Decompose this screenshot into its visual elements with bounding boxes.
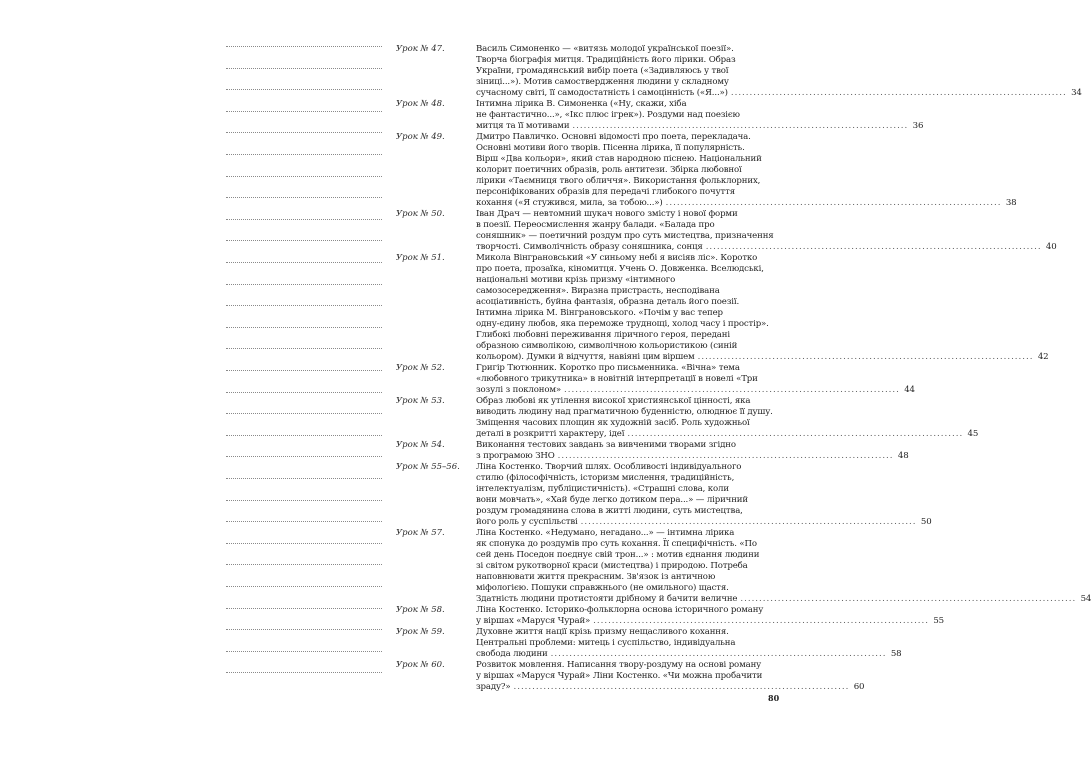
leader-dots: .......................................................................................... — [697, 352, 1034, 362]
entry-last-line — [476, 616, 944, 627]
leader-dots: .......................................................................................... — [740, 594, 1077, 604]
entry-text-line: національні мотиви крізь призму «інтимного — [476, 275, 676, 285]
entry-text-line: зіниці...»). Мотив самоствердження людини у складному — [476, 77, 729, 87]
entry-text-line: свобода людини — [476, 649, 548, 659]
entry-text-line: вони мовчать», «Хай буде легко дотиком пера...» — ліричний — [476, 495, 748, 505]
lesson-number: Урок № 58. — [396, 605, 445, 615]
entry-last-line — [476, 242, 1057, 253]
leader-dots: .......................................................................................... — [580, 517, 917, 527]
entry-last-line — [476, 198, 1017, 209]
entry-text-line: образною символікою, символічною кольористикою (синій — [476, 341, 738, 351]
entry-text-line: самозосередження». Виразна пристрасть, несподівана — [476, 286, 720, 296]
note-line — [226, 543, 382, 544]
entry-text-line: у віршах «Маруся Чурай» — [476, 616, 591, 626]
lesson-number: Урок № 49. — [396, 132, 445, 142]
note-line — [226, 413, 382, 414]
entry-text-line: персоніфікованих образів для передачі глибокого почуття — [476, 187, 735, 197]
entry-text-line: Микола Вінграновський «У синьому небі я висіяв ліс». Коротко — [476, 253, 758, 263]
toc-entry — [476, 396, 979, 440]
entry-text-line: як спонука до роздумів про суть кохання. Її специфічність. «По — [476, 539, 757, 549]
page-ref: 48 — [897, 451, 909, 461]
entry-text-line: в поезії. Переосмислення жанру балади. «Балада про — [476, 220, 715, 230]
lesson-number: Урок № 59. — [396, 627, 445, 637]
page-ref: 54 — [1080, 594, 1091, 604]
note-line — [226, 284, 382, 285]
entry-text-line: Зміщення часових площин як художній засіб. Роль художньої — [476, 418, 750, 428]
leader-dots: .......................................................................................... — [572, 121, 909, 131]
leader-dots: .......................................................................................... — [705, 242, 1042, 252]
entry-text-line: колорит поетичних образів, роль антитези. Збірка любовної — [476, 165, 742, 175]
page-ref: 42 — [1037, 352, 1049, 362]
note-line — [226, 89, 382, 90]
leader-dots: .......................................................................................... — [593, 616, 929, 626]
entry-text-line: Основні мотиви його творів. Пісенна лірика, її популярність. — [476, 143, 745, 153]
lesson-number: Урок № 50. — [396, 209, 445, 219]
note-line — [226, 46, 382, 47]
note-line — [226, 348, 382, 349]
page-number: 80 — [768, 693, 780, 703]
entry-last-line — [476, 385, 915, 396]
entry-text-line: Вірш «Два кольори», який став народною піснею. Національний — [476, 154, 762, 164]
toc-entry — [476, 209, 1057, 253]
entry-text-line: Григір Тютюнник. Коротко про письменника. «Вічна» тема — [476, 363, 740, 373]
entry-text-line: Ліна Костенко. «Недумано, негадано...» — інтимна лірика — [476, 528, 735, 538]
entry-last-line — [476, 121, 924, 132]
note-line — [226, 500, 382, 501]
entry-text-line: кольором). Думки й відчуття, навіяні цим віршем — [476, 352, 695, 362]
toc-entry — [476, 605, 944, 627]
toc-entry — [476, 528, 1091, 605]
note-line — [226, 456, 382, 457]
entry-text-line: міфологією. Пошуки справжнього (не омильного) щастя. — [476, 583, 729, 593]
entry-text-line: Ліна Костенко. Творчий шлях. Особливості індивідуального — [476, 462, 742, 472]
page-ref: 44 — [904, 385, 915, 395]
page-ref: 55 — [933, 616, 944, 626]
note-line — [226, 327, 382, 328]
page-ref: 50 — [920, 517, 932, 527]
note-line — [226, 111, 382, 112]
entry-text-line: лірики «Таємниця твого обличчя». Використання фольклорних, — [476, 176, 761, 186]
entry-text-line: Іван Драч — невтомний шукач нового змісту і нової форми — [476, 209, 738, 219]
toc-entry — [476, 627, 902, 660]
lesson-number: Урок № 57. — [396, 528, 445, 538]
entry-last-line — [476, 352, 1049, 363]
lesson-number: Урок № 55–56. — [396, 462, 460, 472]
entry-text-line: асоціативність, буйна фантазія, образна деталь його поезії. — [476, 297, 740, 307]
lesson-number: Урок № 53. — [396, 396, 445, 406]
entry-text-line: Творча біографія митця. Традиційність його лірики. Образ — [476, 55, 736, 65]
note-line — [226, 672, 382, 673]
entry-last-line — [476, 517, 932, 528]
entry-text-line: наповнювати життя прекрасним. Зв'язок із античною — [476, 572, 716, 582]
note-line — [226, 240, 382, 241]
entry-text-line: Інтимна лірика М. Вінграновського. «Почім у вас тепер — [476, 308, 723, 318]
entry-text-line: Розвиток мовлення. Написання твору-роздуму на основі роману — [476, 660, 762, 670]
note-line — [226, 219, 382, 220]
note-line — [226, 68, 382, 69]
note-line — [226, 435, 382, 436]
entry-text-line: з програмою ЗНО — [476, 451, 555, 461]
lesson-number: Урок № 52. — [396, 363, 445, 373]
page-ref: 38 — [1005, 198, 1017, 208]
entry-text-line: сучасному світі, її самодостатність і самоцінність («Я...») — [476, 88, 728, 98]
entry-text-line: зозулі з поклоном» — [476, 385, 562, 395]
entry-text-line: Образ любові як утілення високої християнської цінності, яка — [476, 396, 751, 406]
entry-text-line: митця та її мотивами — [476, 121, 570, 131]
entry-text-line: одну-єдину любов, яка переможе труднощі, холод часу і простір». — [476, 319, 769, 329]
entry-text-line: роздум громадянина слова в житті людини, суть мистецтва, — [476, 506, 743, 516]
note-line — [226, 651, 382, 652]
entry-text-line: Інтимна лірика В. Симоненка («Ну, скажи, хіба — [476, 99, 687, 109]
notes-column — [226, 0, 382, 768]
leader-dots: .......................................................................................... — [513, 682, 850, 692]
lesson-number: Урок № 47. — [396, 44, 445, 54]
toc-entry — [476, 253, 1049, 363]
entry-last-line — [476, 429, 979, 440]
entry-last-line — [476, 682, 865, 693]
entry-last-line — [476, 88, 1082, 99]
entry-text-line: соняшник» — поетичний роздум про суть мистецтва, призначення — [476, 231, 774, 241]
entry-text-line: Василь Симоненко — «витязь молодої української поезії». — [476, 44, 734, 54]
entry-text-line: Виконання тестових завдань за вивченими творами згідно — [476, 440, 736, 450]
note-line — [226, 197, 382, 198]
entry-text-line: інтелектуалізм, публіцистичність). «Страшні слова, коли — [476, 484, 729, 494]
note-line — [226, 586, 382, 587]
entry-text-line: Здатність людини протистояти дрібному й бачити величне — [476, 594, 738, 604]
note-line — [226, 392, 382, 393]
leader-dots: .......................................................................................... — [564, 385, 900, 395]
entry-text-line: стилю (філософічність, історизм мислення, традиційність, — [476, 473, 735, 483]
toc-entry — [476, 132, 1017, 209]
toc-entry — [476, 440, 909, 462]
note-line — [226, 176, 382, 177]
note-line — [226, 370, 382, 371]
page-ref: 36 — [912, 121, 924, 131]
lesson-number: Урок № 51. — [396, 253, 445, 263]
entry-text-line: не фантастично...», «Ікс плюс ігрек»). Роздуми над поезією — [476, 110, 740, 120]
entry-text-line: Дмитро Павличко. Основні відомості про поета, перекладача. — [476, 132, 751, 142]
toc-entry — [476, 44, 1082, 99]
entry-text-line: Центральні проблеми: митець і суспільство, індивідуальна — [476, 638, 736, 648]
page-ref: 40 — [1045, 242, 1057, 252]
note-line — [226, 629, 382, 630]
leader-dots: .......................................................................................... — [665, 198, 1002, 208]
toc-entry — [476, 660, 865, 693]
note-line — [226, 608, 382, 609]
note-line — [226, 262, 382, 263]
entry-text-line: зі світом рукотворної краси (мистецтва) і природою. Потреба — [476, 561, 748, 571]
page-ref: 58 — [890, 649, 902, 659]
toc-entry — [476, 462, 932, 528]
entry-text-line: Духовне життя нації крізь призму нещасливого кохання. — [476, 627, 729, 637]
entry-text-line: Глибокі любовні переживання ліричного героя, передані — [476, 330, 730, 340]
entry-text-line: у віршах «Маруся Чурай» Ліни Костенко. «Чи можна пробачити — [476, 671, 763, 681]
entry-text-line: творчості. Символічність образу соняшника, сонця — [476, 242, 703, 252]
page-ref: 34 — [1071, 88, 1082, 98]
lesson-number: Урок № 48. — [396, 99, 445, 109]
page-ref: 45 — [967, 429, 979, 439]
entry-text-line: Ліна Костенко. Історико-фольклорна основа історичного роману — [476, 605, 764, 615]
entry-last-line — [476, 649, 902, 660]
note-line — [226, 305, 382, 306]
leader-dots: .......................................................................................... — [557, 451, 894, 461]
entry-text-line: України, громадянський вибір поета («Задивляюсь у твої — [476, 66, 729, 76]
leader-dots: .......................................................................................... — [730, 88, 1067, 98]
note-line — [226, 564, 382, 565]
leader-dots: .......................................................................................... — [627, 429, 964, 439]
lesson-number: Урок № 54. — [396, 440, 445, 450]
entry-last-line — [476, 451, 909, 462]
entry-text-line: про поета, прозаїка, кіномитця. Учень О. Довженка. Вселюдські, — [476, 264, 764, 274]
note-line — [226, 478, 382, 479]
entry-text-line: його роль у суспільстві — [476, 517, 578, 527]
toc-entry — [476, 363, 915, 396]
note-line — [226, 154, 382, 155]
entry-text-line: сей день Поседон поєднує свій трон...» : мотив єднання людини — [476, 550, 760, 560]
entry-text-line: кохання («Я стужився, мила, за тобою...») — [476, 198, 663, 208]
toc-entry — [476, 99, 924, 132]
lesson-number: Урок № 60. — [396, 660, 445, 670]
entry-text-line: зраду?» — [476, 682, 511, 692]
entry-text-line: деталі в розкритті характеру, ідеї — [476, 429, 625, 439]
leader-dots: .......................................................................................... — [550, 649, 887, 659]
entry-text-line: «любовного трикутника» в новітній інтерпретації в новелі «Три — [476, 374, 758, 384]
note-line — [226, 132, 382, 133]
page-ref: 60 — [853, 682, 865, 692]
note-line — [226, 521, 382, 522]
entry-last-line — [476, 594, 1091, 605]
entry-text-line: виводить людину над прагматичною буденністю, олюднює її душу. — [476, 407, 773, 417]
